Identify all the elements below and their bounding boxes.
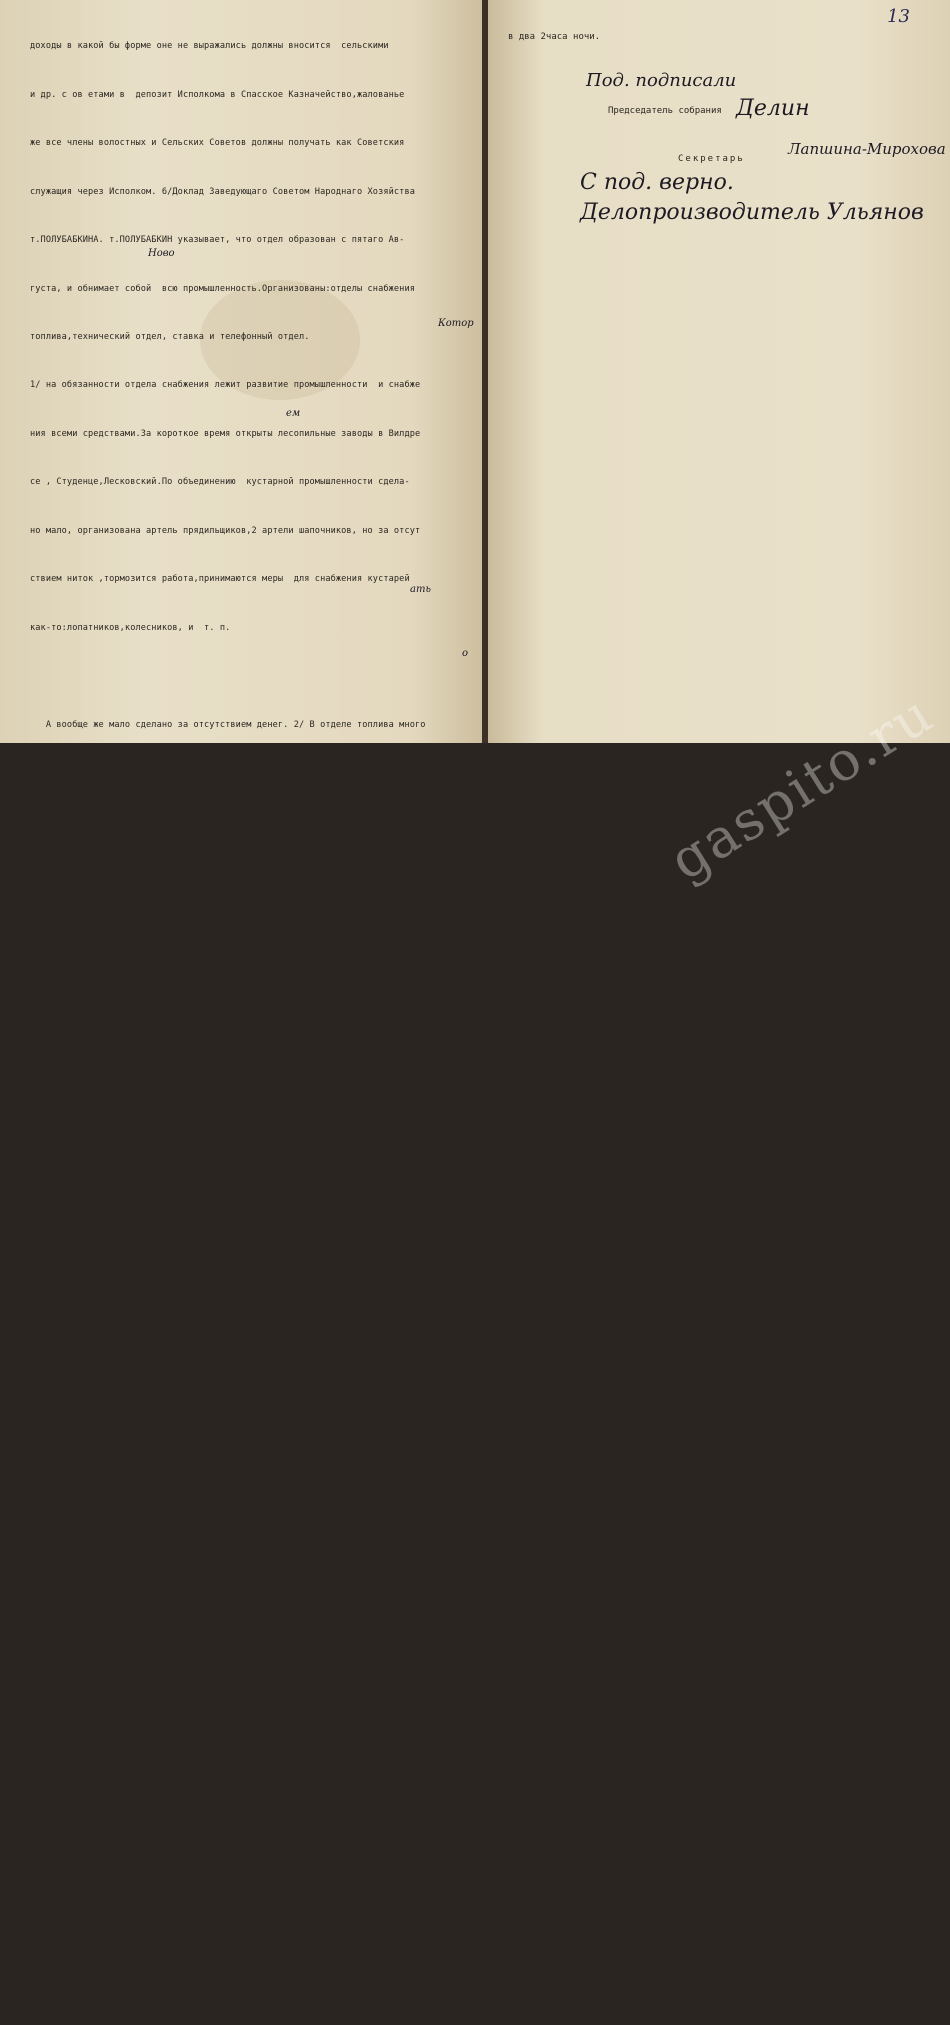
text-line: труда ехат на место и организоват фабрич ный комитет, дат телеграмму [30, 1640, 410, 1651]
typed-text-block [30, 6, 475, 2025]
archive-page-number: 13 [887, 6, 910, 27]
text-line: т.ПОЛУБАБКИНА. т.ПОЛУБАБКИН указывает, что отдел образован с пятаго Ав- [30, 235, 405, 246]
text-line: временно должна быть в совнархозе. [30, 1737, 215, 1748]
text-line: доходы в какой бы форме оне не выражались должны вносится сельскими [30, 41, 389, 52]
text-line: Задается вопрос: принимаются ли меры к снабжению фабрики Суворовой. [30, 1446, 415, 1457]
secretary-label: Секретарь [678, 154, 745, 164]
closing-time-line: в два 2часа ночи. [508, 32, 601, 42]
secretary-signature: Лапшина-Мирохова [788, 140, 946, 158]
text-line: ния всеми средствами.За короткое время открыты лесопильные заводы в Вилдре [30, 428, 421, 439]
text-line [30, 668, 475, 684]
text-line: 3/ Телефонная сет в полнейшем расстройстве, расход превышает в три [30, 1010, 410, 1021]
handwritten-correction: ем [286, 408, 301, 419]
handwritten-correction: Котор [438, 318, 474, 329]
text-line: По докладу о телефонной сети в виду разъяснения прений постановлено принят [30, 1785, 431, 1796]
text-line: как-то:лопатников,колесников, и т. п. [30, 622, 231, 633]
chairman-signature: Делин [736, 96, 810, 121]
text-line: аботать проект для поднятия доходности сети и правильной ея постановки. [30, 1882, 415, 1893]
handwritten-correction: Ново [148, 248, 175, 259]
text-line: Ответ: снабжается всем. [30, 1494, 173, 1505]
handwritten-correction: о [462, 648, 469, 659]
text-line: раза доход для постановки дела на должную высоту необходимы колоссаль [30, 1058, 431, 1069]
text-line: и др. с ов етами в депозит Исполкома в Спасское Казначейство,жалованье [30, 89, 405, 100]
text-line: предложение т. Лобзенкова: снят вопрос с очереди и поручит Исполкому выр- [30, 1834, 421, 1845]
text-line: се , Студенце,Лесковский.По объединению кустарной промышленности сдела- [30, 477, 410, 488]
text-line: очереднаго собрания и после пения революционных песен собрание закрывается [30, 1979, 426, 1990]
copy-certified-note: С под. верно. [580, 170, 734, 195]
handwritten-correction: ать [410, 584, 431, 595]
text-line: Народнаго Хозяйства. [30, 1398, 136, 1408]
text-line: вета, разработку проекта передачи ставки в руки совета и поручит совету [30, 1349, 410, 1360]
clerk-signature: Делопроизводитель Ульянов [580, 200, 924, 225]
signed-heading: Под. подписали [586, 70, 737, 91]
text-line: топлива,технический отдел, ставка и телефонный отдел. [30, 332, 310, 343]
text-line: бездействии, почему он по своему поч ину и решает пустит ее в ход. [30, 1204, 400, 1215]
text-line: 5/ Также кожевенное дело встало со взятием кожи на учет, которая лежит [30, 1155, 421, 1166]
text-line: шире. По докладу о ставках постановлено: все ставки передат в руки Со- [30, 1301, 421, 1312]
text-line: По этому вопросу открывается ряд прений в результате которых прини- [30, 1543, 415, 1554]
right-page [488, 0, 950, 893]
text-line: мается предложение тов: Сафонова, немедленно совету нархоза с отделом [30, 1591, 405, 1602]
text-line: слишком мало и для усеелния подвоза пришлос назначить цену в 300руб. [30, 961, 405, 972]
text-line: техникумов высылке специалистов для принятия фабрики на учет , которая [30, 1688, 415, 1699]
text-line: ка дров, т. к. назнач ается цена за перевозку дров, куб сажени 100р. [30, 913, 400, 924]
text-line: 1/ на обязанности отдела снабжения лежит развитие промышленности и снабже [30, 380, 421, 391]
text-line: ные средства.4/ Дорожный отдел также поставлен плохо за отсутствием средст [30, 1107, 431, 1118]
chairman-label: Председатель собрания [608, 106, 722, 116]
text-line: ся дров ами бывшей еще заготовки, для новой же заготовки необходимы боль- [30, 816, 426, 827]
left-page [0, 0, 482, 1990]
text-line: но мало, организована артель прядильщиков,2 артели шапочников, но за отсут [30, 525, 421, 536]
text-line: служащия через Исполком. 6/Доклад Заведующаго Советом Народнаго Хозяйства [30, 186, 415, 197]
text-line: А вообще же мало сделано за отсутствием денег. 2/ В отделе топлива много [30, 719, 426, 730]
text-line: ствием ниток ,тормозится работа,принимаются меры для снабжения кустарей [30, 574, 410, 585]
text-line: же все члены волостных и Сельских Советов должны получать как Советския [30, 138, 405, 149]
site-watermark: gaspito.ru [658, 681, 944, 893]
text-line: помощи оказала Ново-Залесковская артель по заготовке дров, пока пользуют- [30, 768, 437, 779]
text-line: В общей промышленности нач инает оживать и в будущем надеется разовьется [30, 1252, 431, 1263]
text-line: шия средства, которые отсутсвовать в критическом положении обстоит перевозка [30, 865, 437, 876]
text-line: густа, и обнимает собой всю промышленность.Организованы:отделы снабжения [30, 283, 415, 294]
text-line: За поздним временем и усталостью членов остальные вопросы откладываются до [30, 1930, 437, 1941]
